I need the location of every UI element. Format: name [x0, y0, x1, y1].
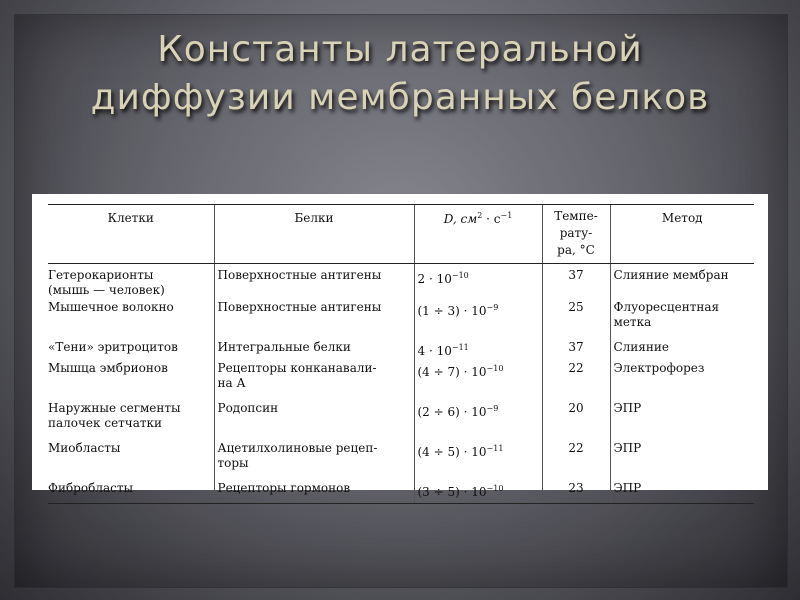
- header-diffusion: D, $см^2 \cdot с^{-1}$: [414, 205, 542, 264]
- cell-temperature: 20: [542, 400, 610, 432]
- cell-method: Электрофорез: [610, 360, 754, 392]
- cell-protein: Ацетилхолиновые рецеп- торы: [214, 440, 414, 472]
- cell-cells: Мышечное волокно: [48, 300, 174, 314]
- header-cells: Клетки: [48, 205, 214, 264]
- cell-temperature: 23: [542, 480, 610, 504]
- slide-title: [0, 26, 800, 122]
- cell-protein: Рецепторы гормонов: [214, 480, 414, 504]
- slide-title-line2: диффузии мембранных белков: [90, 77, 710, 118]
- cell-protein: Родопсин: [214, 400, 414, 432]
- cell-diffusion: $(4 \div 7) \cdot 10^{-10}$: [414, 360, 542, 392]
- cell-temperature: 37: [542, 339, 610, 360]
- table-row: [48, 400, 754, 432]
- header-proteins: Белки: [214, 205, 414, 264]
- diffusion-table: [48, 204, 754, 504]
- header-temperature: Темпе- рату- ра, °С: [542, 205, 610, 264]
- table-row: [48, 264, 754, 300]
- cell-diffusion: $(2 \div 6) \cdot 10^{-9}$: [414, 400, 542, 432]
- cell-diffusion: $(4 \div 5) \cdot 10^{-11}$: [414, 440, 542, 472]
- cell-method: Слияние мембран: [610, 264, 754, 300]
- cell-cells: «Тени» эритроцитов: [48, 340, 178, 354]
- cell-method: ЭПР: [610, 440, 754, 472]
- table-row: [48, 360, 754, 392]
- table-row: [48, 339, 754, 360]
- table-image: [32, 194, 768, 499]
- cell-diffusion: $(1 \div 3) \cdot 10^{-9}$: [414, 299, 542, 331]
- cell-cells: Фибробласты: [48, 480, 214, 504]
- table-header-row: [48, 205, 754, 264]
- cell-protein: Рецепторы конканавали- на А: [214, 360, 414, 392]
- cell-temperature: 37: [542, 264, 610, 300]
- cell-method: Слияние: [610, 339, 754, 360]
- cell-temperature: 22: [542, 360, 610, 392]
- cell-cells: Миобласты: [48, 441, 121, 455]
- cell-method: Флуоресцентная метка: [610, 299, 754, 331]
- cell-protein: Поверхностные антигены: [214, 299, 414, 331]
- cell-protein: Интегральные белки: [214, 339, 414, 360]
- cell-temperature: 25: [542, 299, 610, 331]
- cell-temperature: 22: [542, 440, 610, 472]
- cell-diffusion: $2 \cdot 10^{-10}$: [414, 264, 542, 300]
- cell-method: ЭПР: [610, 400, 754, 432]
- cell-cells: Гетерокарионты (мышь — человек): [48, 268, 165, 297]
- row-spacer: [48, 392, 754, 400]
- row-spacer: [48, 432, 754, 440]
- cell-diffusion: $4 \cdot 10^{-11}$: [414, 339, 542, 360]
- cell-diffusion: $(3 \div 5) \cdot 10^{-10}$: [414, 480, 542, 504]
- slide-title-line1: Константы латеральной: [157, 29, 643, 70]
- cell-method: ЭПР: [610, 480, 754, 504]
- cell-protein: Поверхностные антигены: [214, 264, 414, 300]
- cell-cells: Мышца эмбрионов: [48, 361, 168, 375]
- table-row: [48, 480, 754, 504]
- row-spacer: [48, 472, 754, 480]
- cell-cells: Наружные сегменты палочек сетчатки: [48, 401, 181, 430]
- table-row: [48, 440, 754, 472]
- header-method: Метод: [610, 205, 754, 264]
- table-row: [48, 299, 754, 331]
- row-spacer: [48, 331, 754, 339]
